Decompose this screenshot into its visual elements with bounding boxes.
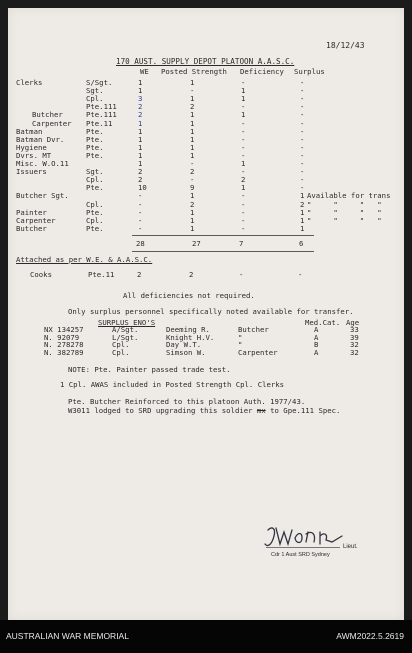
surplus-name: Simson W.: [166, 347, 206, 357]
cell-sur: 1: [300, 207, 305, 217]
cell-sur: -: [300, 142, 305, 152]
surplus-header-label: SURPLUS ENO'S: [98, 318, 156, 327]
cell-posted: 1: [190, 78, 195, 87]
cell-rank: Pte.11: [86, 118, 113, 128]
cell-sur: -: [300, 175, 305, 185]
surplus-rank: A/Sgt.: [112, 325, 139, 334]
header-posted: Posted Strength: [161, 67, 227, 76]
cell-rank: Pte.: [86, 223, 104, 233]
surplus-name: Knight H.V.: [166, 332, 215, 342]
document-page: [8, 8, 404, 620]
cell-rank: Pte.: [86, 142, 104, 152]
cell-label: Dvrs. MT: [16, 150, 52, 160]
cell-note: Available for trans: [307, 191, 391, 201]
cell-def: 1: [241, 159, 246, 168]
surplus-med: A: [314, 332, 319, 342]
cell-posted: 1: [190, 126, 195, 136]
surplus-age: 33: [350, 325, 359, 334]
surplus-rank: L/Sgt.: [112, 332, 139, 342]
cell-label: Butcher: [32, 110, 63, 120]
cell-note: " " " ": [307, 207, 382, 217]
cell-def: -: [241, 215, 246, 225]
cell-we: 3: [138, 94, 143, 104]
cell-note: " " " ": [307, 199, 382, 209]
cell-we: 1: [138, 150, 143, 160]
cell-def: -: [241, 223, 246, 233]
note-deficiencies: All deficiencies not required.: [123, 291, 255, 300]
section-label-clerks: Clerks: [16, 78, 43, 87]
totals-double-rule: [132, 251, 314, 252]
cell-we: 1: [138, 86, 143, 96]
cell-def: -: [241, 118, 246, 128]
cell-def: -: [241, 199, 246, 209]
cell-posted: -: [190, 86, 195, 96]
signature-rank: Lieut.: [343, 544, 358, 550]
surplus-trade: Butcher: [238, 325, 269, 334]
surplus-header-age: Age: [346, 318, 360, 327]
cell-def: -: [241, 78, 246, 87]
cell-def: -: [241, 102, 246, 112]
cell-we: 1: [138, 118, 143, 128]
cell-def: -: [241, 191, 246, 201]
cell-rank: Sgt.: [86, 86, 104, 96]
cell-label: Issuers: [16, 167, 47, 177]
cell-posted: 1: [190, 94, 195, 104]
cell-we: -: [138, 207, 143, 217]
cell-posted: 1: [190, 118, 195, 128]
cell-posted: 1: [190, 142, 195, 152]
cell-note: " " " ": [307, 215, 382, 225]
cell-rank: Pte.: [86, 207, 104, 217]
cooks-rank: Pte.11: [88, 270, 115, 279]
note-awas: 1 Cpl. AWAS included in Posted Strength Cpl. Clerks: [60, 380, 285, 389]
cell-def: 1: [241, 86, 246, 96]
cell-sur: -: [300, 102, 305, 112]
surplus-no: NX 134257: [44, 325, 84, 334]
cell-label: Misc. W.O.11: [16, 159, 69, 168]
surplus-rank: Cpl.: [112, 340, 130, 350]
cell-posted: 1: [190, 191, 195, 201]
cell-we: 2: [138, 102, 143, 112]
cell-sur: 1: [300, 223, 305, 233]
surplus-no: N. 278278: [44, 340, 84, 350]
surplus-trade: ": [238, 340, 243, 350]
cell-sur: -: [300, 183, 305, 193]
cell-we: 1: [138, 142, 143, 152]
cooks-deficiency: -: [239, 270, 244, 279]
cell-rank: Cpl.: [86, 215, 104, 225]
cell-posted: 1: [190, 134, 195, 144]
surplus-header-med: Med.Cat.: [305, 318, 341, 327]
footer-reference: AWM2022.5.2619: [336, 631, 404, 641]
cell-posted: 1: [190, 223, 195, 233]
cell-posted: 2: [190, 102, 195, 112]
cell-we: 2: [138, 175, 143, 185]
cell-sur: 2: [300, 199, 305, 209]
header-we: WE: [140, 67, 149, 76]
surplus-no: N. 92079: [44, 332, 80, 342]
cell-label: Butcher Sgt.: [16, 191, 69, 201]
cell-sur: -: [300, 86, 305, 96]
svg-text:JWDnelm: JWDnelm: [262, 549, 267, 550]
cell-we: 1: [138, 134, 143, 144]
cell-def: 2: [241, 175, 246, 185]
cell-we: -: [138, 191, 143, 201]
cell-we: -: [138, 215, 143, 225]
cooks-posted: 2: [189, 270, 194, 279]
cell-rank: Pte.: [86, 126, 104, 136]
cell-rank: Pte.: [86, 150, 104, 160]
cell-sur: -: [300, 110, 305, 120]
cell-rank: Pte.: [86, 134, 104, 144]
footer-institution: AUSTRALIAN WAR MEMORIAL: [6, 631, 129, 641]
document-title: 170 AUST. SUPPLY DEPOT PLATOON A.A.S.C.: [116, 57, 295, 66]
cell-sur: -: [300, 118, 305, 128]
cell-sur: -: [300, 134, 305, 144]
cell-posted: -: [190, 159, 195, 168]
totals-rule: [132, 235, 314, 236]
surplus-age: 32: [350, 347, 359, 357]
note-butcher-2: W3011 lodged to SRD upgrading this soldier mx to Gpe.111 Spec.: [68, 406, 341, 415]
cell-posted: 1: [190, 150, 195, 160]
note-butcher-1: Pte. Butcher Reinforced to this platoon Auth. 1977/43.: [68, 397, 306, 406]
signature-title: Cdr 1 Aust SRD Sydney: [271, 552, 330, 558]
cell-label: Hygiene: [16, 142, 47, 152]
cell-we: 2: [138, 110, 143, 120]
surplus-age: 39: [350, 332, 359, 342]
note-surplus-transfer: Only surplus personnel specifically noted available for transfer.: [68, 307, 354, 316]
total-posted: 27: [192, 239, 201, 248]
cell-rank: Sgt.: [86, 167, 104, 177]
surplus-no: N. 382789: [44, 347, 84, 357]
cell-def: -: [241, 134, 246, 144]
cell-we: 1: [138, 126, 143, 136]
surplus-med: A: [314, 347, 319, 357]
cell-def: -: [241, 207, 246, 217]
cell-sur: -: [300, 78, 305, 87]
total-deficiency: 7: [239, 239, 244, 248]
header-surplus: Surplus: [294, 67, 325, 76]
cell-posted: 1: [190, 207, 195, 217]
archive-footer: [0, 620, 412, 653]
cooks-surplus: -: [298, 270, 303, 279]
cell-def: 1: [241, 183, 246, 193]
cell-we: 10: [138, 183, 147, 193]
document-date: 18/12/43: [326, 41, 365, 50]
cell-we: -: [138, 199, 143, 209]
cell-posted: 2: [190, 199, 195, 209]
cell-def: -: [241, 142, 246, 152]
cell-sur: -: [300, 159, 305, 168]
cell-rank: Cpl.: [86, 175, 104, 185]
cell-we: 1: [138, 159, 143, 168]
surplus-trade: ": [238, 332, 243, 342]
cooks-label: Cooks: [30, 270, 52, 279]
surplus-med: A: [314, 325, 319, 334]
cell-label: Painter: [16, 207, 47, 217]
cell-posted: 2: [190, 167, 195, 177]
cell-posted: -: [190, 175, 195, 185]
cell-label: Batman: [16, 126, 43, 136]
cell-posted: 1: [190, 215, 195, 225]
cell-posted: 9: [190, 183, 195, 193]
total-we: 28: [136, 239, 145, 248]
cell-def: -: [241, 150, 246, 160]
cell-rank: Cpl.: [86, 199, 104, 209]
surplus-name: Deeming R.: [166, 325, 210, 334]
cell-rank: Pte.111: [86, 102, 117, 112]
surplus-age: 32: [350, 340, 359, 350]
surplus-name: Day W.T.: [166, 340, 202, 350]
cell-def: -: [241, 167, 246, 177]
note-painter: NOTE: Pte. Painter passed trade test.: [68, 365, 231, 374]
cell-def: -: [241, 126, 246, 136]
cell-rank: Pte.111: [86, 110, 117, 120]
surplus-rank: Cpl.: [112, 347, 130, 357]
cell-rank: Pte.: [86, 183, 104, 193]
cell-sur: -: [300, 150, 305, 160]
header-deficiency: Deficiency: [240, 67, 284, 76]
cell-def: 1: [241, 94, 246, 104]
cell-label: Batman Dvr.: [16, 134, 65, 144]
cell-we: -: [138, 223, 143, 233]
cell-rank: Cpl.: [86, 94, 104, 104]
cell-def: 1: [241, 110, 246, 120]
cell-sur: -: [300, 94, 305, 104]
surplus-trade: Carpenter: [238, 347, 278, 357]
signature-line: [266, 547, 340, 548]
cooks-we: 2: [137, 270, 142, 279]
cell-rank: S/Sgt.: [86, 78, 113, 87]
cell-we: 1: [138, 78, 143, 87]
cell-we: 2: [138, 167, 143, 177]
cell-sur: -: [300, 167, 305, 177]
cell-sur: -: [300, 126, 305, 136]
cell-sur: 1: [300, 215, 305, 225]
cell-posted: 1: [190, 110, 195, 120]
cell-label: Carpenter: [16, 215, 56, 225]
cell-label: Butcher: [16, 223, 47, 233]
surplus-med: B: [314, 340, 319, 350]
total-surplus: 6: [299, 239, 304, 248]
attached-header: Attached as per W.E. & A.A.S.C.: [16, 255, 153, 264]
cell-label: Carpenter: [32, 118, 72, 128]
cell-sur: 1: [300, 191, 305, 201]
